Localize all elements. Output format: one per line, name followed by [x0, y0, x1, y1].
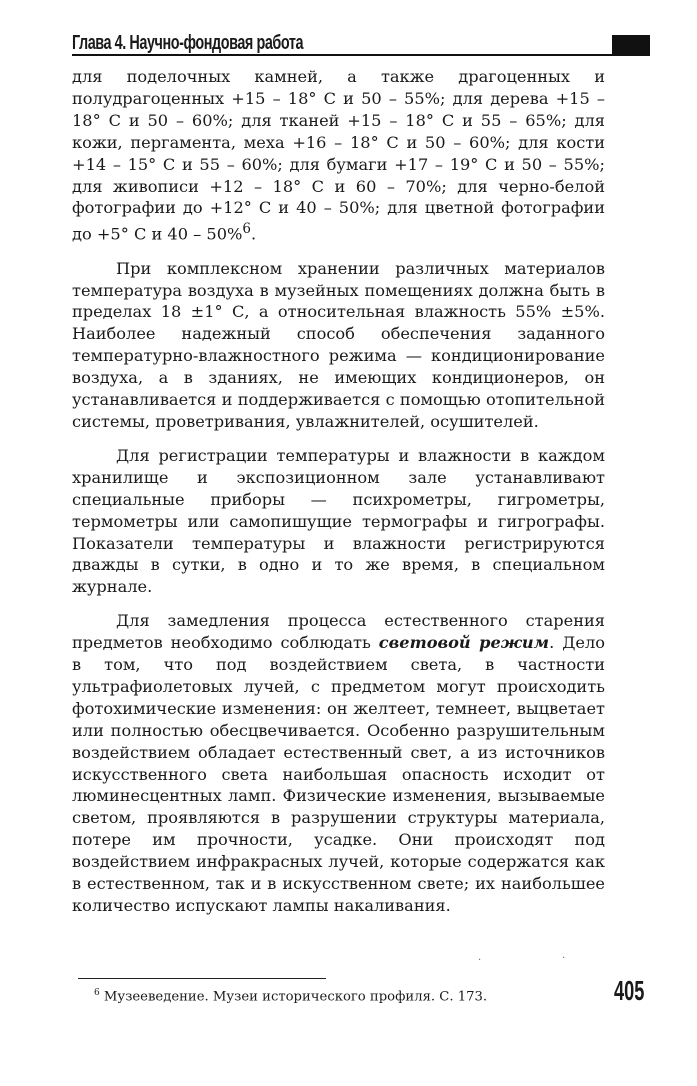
chapter-title: Глава 4. Научно-фондовая работа	[72, 32, 304, 54]
page-number: 405	[614, 975, 645, 1006]
paragraph-3: Для регистрации температуры и влажности в каждом хранилище и экспозиционном зале устанавливают специальные приборы — психрометры, гигрометры, термометры или самопишущие термографы и гигрографы. Показатели температуры и влажности регистрируются дважды в сутки, в одно и то же время, в специальном журнале.	[72, 445, 605, 597]
scan-speck: .	[562, 950, 566, 961]
emphasis-term: световой режим	[378, 633, 550, 653]
paragraph-4-start: Для замедления процесса естественного старения предметов необходимо соблюдать	[72, 611, 605, 653]
footnote-text: Музееведение. Музеи исторического профиля. С. 173.	[99, 989, 488, 1005]
footnote-rule	[78, 978, 326, 979]
body-text	[72, 66, 605, 917]
paragraph-1-end: .	[250, 224, 257, 244]
paragraph-4-rest: . Дело в том, что под воздействием света, в частности ультрафиолетовых лучей, с предметом могут происходить фотохимические изменения: он желтеет, темнеет, выцветает или полностью обесцвечивается. Особенно разрушительным воздействием обладает естественный свет, а из источников искусственного света наибольшая опасность исходит от люминесцентных ламп. Физические изменения, вызываемые светом, проявляются в разрушении структуры материала, потере им прочности, усадке. Они происходят под воздействием инфракрасных лучей, которые содержатся как в естественном, так и в искусственном свете; их наибольшее количество испускают лампы накаливания.	[72, 633, 605, 916]
paragraph-4	[72, 610, 605, 917]
running-header	[72, 30, 650, 56]
footnote-ref: 6	[242, 221, 251, 238]
paragraph-2: При комплексном хранении различных материалов температура воздуха в музейных помещениях должна быть в пределах 18 ±1° С, а относительная влажность 55% ±5%. Наиболее надежный способ обеспечения заданного температурно-влажностного режима — кондиционирование воздуха, а в зданиях, не имеющих кондиционеров, он устанавливается и поддерживается с помощью отопительной системы, проветривания, увлажнителей, осушителей.	[72, 258, 605, 431]
footnote-number: 6	[94, 988, 100, 998]
paragraph-1	[72, 66, 605, 246]
footnote	[94, 988, 487, 1004]
paragraph-1-text: для поделочных камней, а также драгоценных и полудрагоценных +15 – 18° С и 50 – 55%; для дерева +15 – 18° С и 50 – 60%; для тканей +15 – 18° С и 55 – 65%; для кожи, пергамента, меха +16 – 18° С и 50 – 60%; для кости +14 – 15° С и 55 – 60%; для бумаги +17 – 19° С и 50 – 55%; для живописи +12 – 18° С и 60 – 70%; для черно-белой фотографии до +12° С и 40 – 50%; для цветной фотографии до +5° С и 40 – 50%	[72, 67, 605, 244]
header-rule	[72, 54, 612, 56]
header-block	[612, 35, 650, 56]
scan-speck: .	[478, 952, 482, 963]
